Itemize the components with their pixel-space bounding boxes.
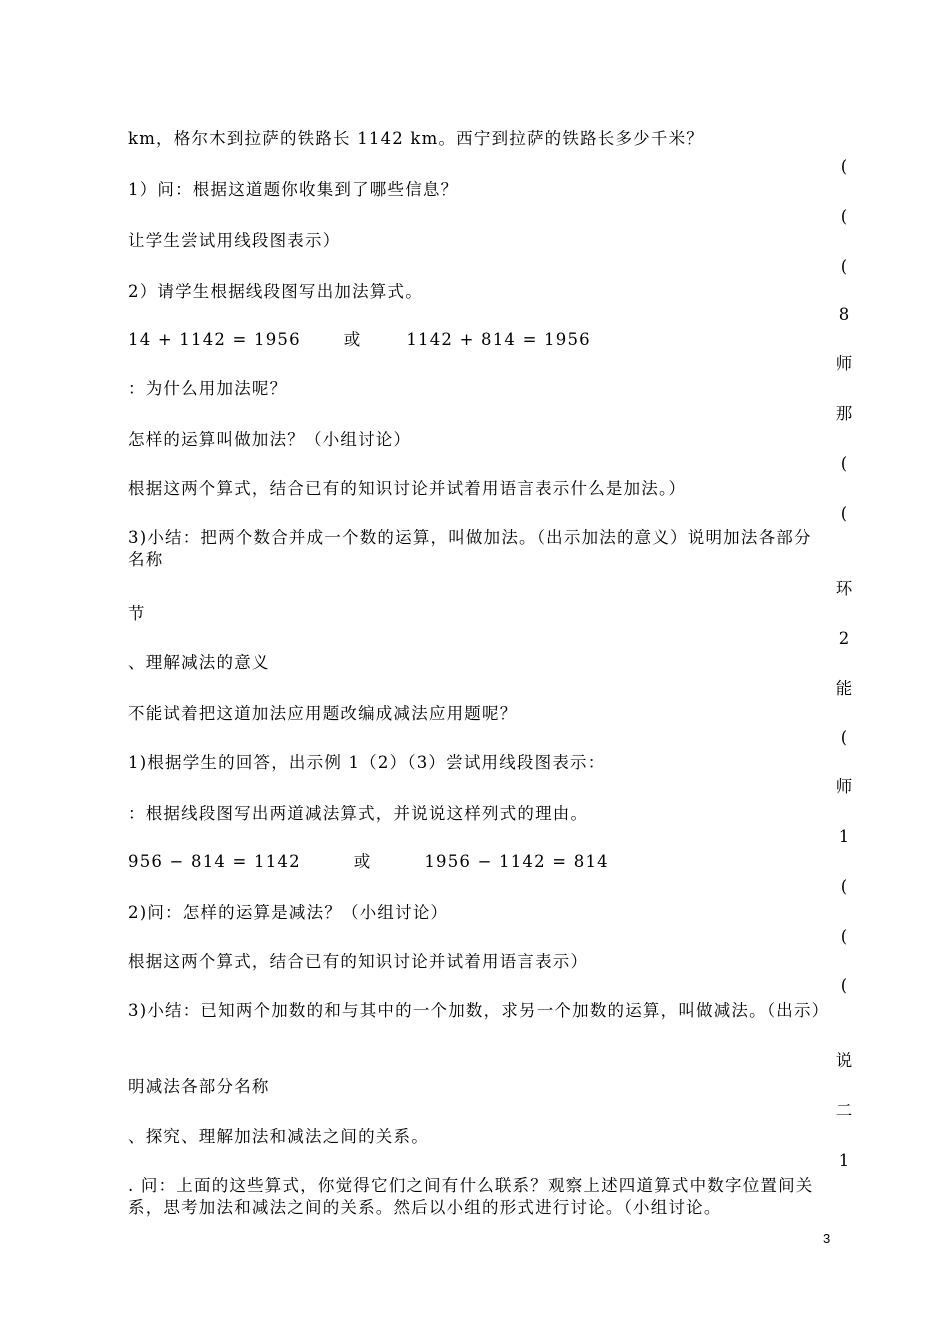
equation-left: 14 + 1142 = 1956 (128, 330, 301, 349)
margin-char: 环 (835, 579, 853, 598)
margin-char: 那 (835, 404, 853, 423)
margin-char: 1 (838, 1151, 850, 1170)
equation-subtraction (128, 851, 609, 873)
page-number: 3 (823, 1231, 831, 1246)
body-paragraph: 3)小结：把两个数合并成一个数的运算，叫做加法。（出示加法的意义）说明加法各部分名称 (128, 528, 812, 569)
margin-char: 师 (835, 354, 853, 373)
section-heading: 、探究、理解加法和减法之间的关系。 (128, 1127, 429, 1146)
margin-char: 2 (838, 629, 850, 648)
body-line: ：根据线段图写出两道减法算式，并说说这样列式的理由。 (128, 804, 589, 823)
body-line: 根据这两个算式，结合已有的知识讨论并试着用语言表示什么是加法。） (128, 479, 687, 498)
margin-char: ( (840, 976, 848, 995)
body-line: 让学生尝试用线段图表示） (128, 231, 341, 250)
body-paragraph: 3)小结：已知两个加数的和与其中的一个加数，求另一个加数的运算，叫做减法。（出示） (128, 1001, 830, 1020)
body-line: 根据这两个算式，结合已有的知识讨论并试着用语言表示） (128, 952, 589, 971)
body-line: ：为什么用加法呢？ (128, 379, 288, 398)
body-line: 不能试着把这道加法应用题改编成减法应用题呢？ (128, 704, 518, 723)
margin-char: 说 (835, 1051, 853, 1070)
equation-or: 或 (343, 330, 362, 349)
margin-char: ( (840, 877, 848, 896)
equation-addition (128, 329, 591, 351)
margin-char: ( (840, 157, 848, 176)
body-paragraph: . 问：上面的这些算式，你觉得它们之间有什么联系？观察上述四道算式中数字位置间关系，思考加法和减法之间的关系。然后以小组的形式进行讨论。（小组讨论。 (128, 1176, 814, 1217)
margin-char: 二 (835, 1101, 853, 1120)
section-heading: 、理解减法的意义 (128, 653, 270, 672)
equation-left: 956 − 814 = 1142 (128, 852, 301, 871)
margin-char: ( (840, 207, 848, 226)
margin-char: ( (840, 454, 848, 473)
margin-char: 能 (835, 679, 853, 698)
margin-char: 1 (838, 827, 850, 846)
body-line: km，格尔木到拉萨的铁路长 1142 km。西宁到拉萨的铁路长多少千米？ (128, 129, 704, 148)
body-line: 怎样的运算叫做加法？（小组讨论） (128, 430, 412, 449)
margin-char: ( (840, 504, 848, 523)
margin-char: ( (840, 728, 848, 747)
body-line: 1）问：根据这道题你收集到了哪些信息？ (128, 180, 459, 199)
body-line: 明减法各部分名称 (128, 1077, 270, 1096)
margin-char: 8 (838, 305, 850, 324)
body-line: 1)根据学生的回答，出示例 1（2）（3）尝试用线段图表示： (128, 753, 606, 772)
equation-right: 1142 + 814 = 1956 (406, 330, 591, 349)
equation-or: 或 (353, 852, 372, 871)
body-line: 2）请学生根据线段图写出加法算式。 (128, 282, 423, 301)
equation-right: 1956 − 1142 = 814 (424, 852, 609, 871)
body-line: 节 (128, 604, 146, 623)
margin-char: 师 (835, 777, 853, 796)
margin-char: ( (840, 257, 848, 276)
body-line: 2)问：怎样的运算是减法？（小组讨论） (128, 903, 449, 922)
margin-char: ( (840, 927, 848, 946)
